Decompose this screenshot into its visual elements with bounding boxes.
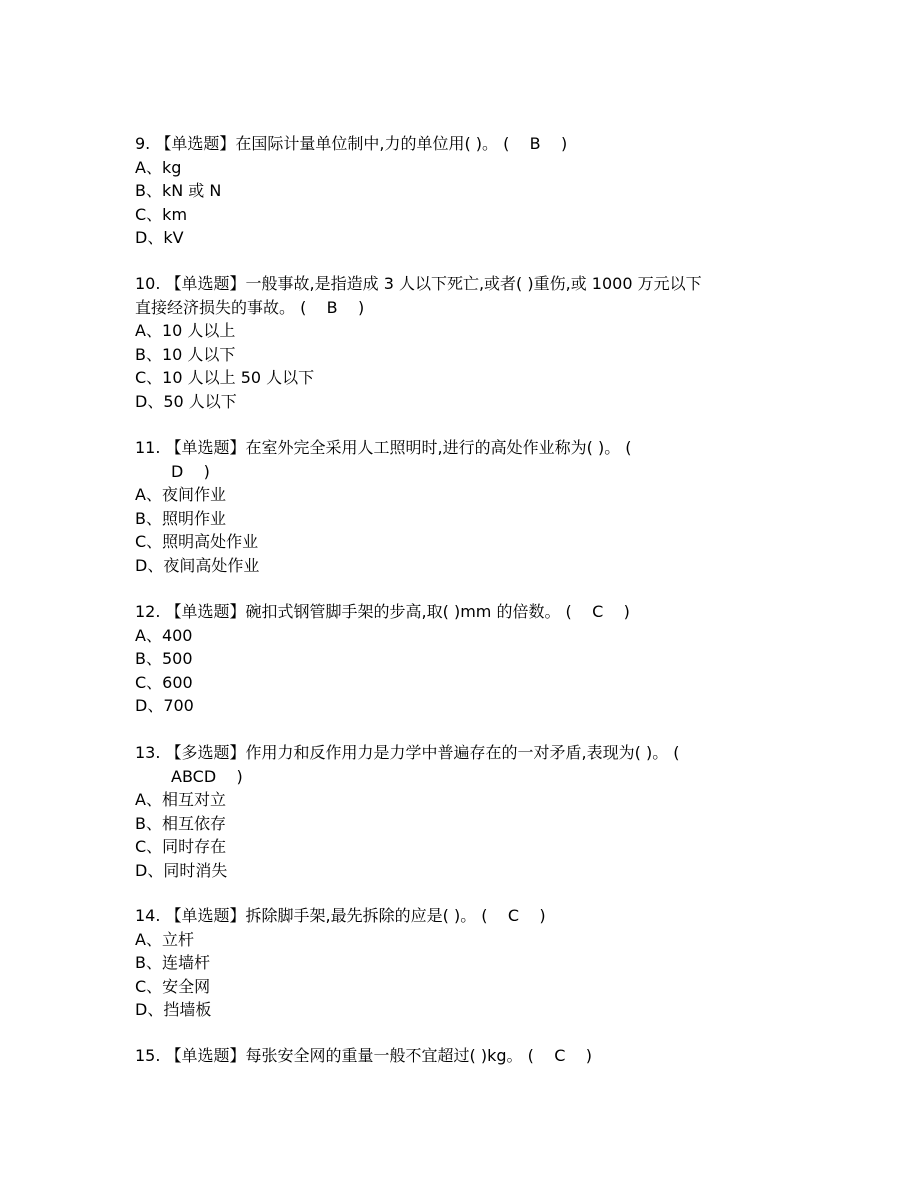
- option-c: C、安全网: [135, 976, 211, 996]
- option-c: C、km: [135, 204, 188, 224]
- question-11: [135, 436, 795, 577]
- option-c: C、同时存在: [135, 837, 227, 856]
- option-c: C、照明高处作业: [135, 532, 259, 551]
- option-b: B、照明作业: [135, 508, 226, 528]
- question-stem: 15. 【单选题】每张安全网的重量一般不宜超过( )kg。 ( C ): [135, 1046, 592, 1065]
- option-a: A、kg: [135, 157, 182, 177]
- question-10: [135, 272, 795, 413]
- option-a: A、立杆: [135, 929, 194, 949]
- question-9: [135, 132, 795, 250]
- option-d: D、700: [135, 696, 194, 715]
- option-b: B、500: [135, 649, 193, 668]
- option-b: B、kN 或 N: [135, 181, 222, 200]
- option-a: A、10 人以上: [135, 321, 236, 340]
- question-stem: 9. 【单选题】在国际计量单位制中,力的单位用( )。 ( B ): [135, 134, 568, 153]
- question-12: [135, 600, 795, 718]
- question-13: [135, 741, 795, 882]
- question-stem-continued: 直接经济损失的事故。 ( B ): [135, 297, 365, 317]
- option-d: D、夜间高处作业: [135, 555, 260, 575]
- option-d: D、同时消失: [135, 860, 228, 880]
- option-a: A、夜间作业: [135, 485, 226, 504]
- question-stem: 14. 【单选题】拆除脚手架,最先拆除的应是( )。 ( C ): [135, 906, 546, 925]
- question-stem: 10. 【单选题】一般事故,是指造成 3 人以下死亡,或者( )重伤,或 1000 万元以下: [135, 274, 702, 293]
- option-a: A、400: [135, 625, 193, 645]
- option-d: D、挡墙板: [135, 1000, 212, 1019]
- question-stem: 11. 【单选题】在室外完全采用人工照明时,进行的高处作业称为( )。 (: [135, 438, 632, 457]
- question-stem: 12. 【单选题】碗扣式钢管脚手架的步高,取( )mm 的倍数。 ( C ): [135, 602, 630, 621]
- answer-continued: ABCD ): [171, 766, 243, 786]
- option-a: A、相互对立: [135, 790, 226, 809]
- question-15: [135, 1044, 795, 1068]
- option-c: C、600: [135, 672, 193, 692]
- option-c: C、10 人以上 50 人以下: [135, 368, 315, 387]
- option-b: B、相互依存: [135, 813, 226, 833]
- question-stem: 13. 【多选题】作用力和反作用力是力学中普遍存在的一对矛盾,表现为( )。 (: [135, 743, 680, 762]
- answer-continued: D ): [171, 461, 210, 481]
- option-b: B、10 人以下: [135, 344, 236, 364]
- option-d: D、kV: [135, 228, 184, 247]
- question-14: [135, 904, 795, 1022]
- option-b: B、连墙杆: [135, 953, 210, 972]
- option-d: D、50 人以下: [135, 391, 237, 411]
